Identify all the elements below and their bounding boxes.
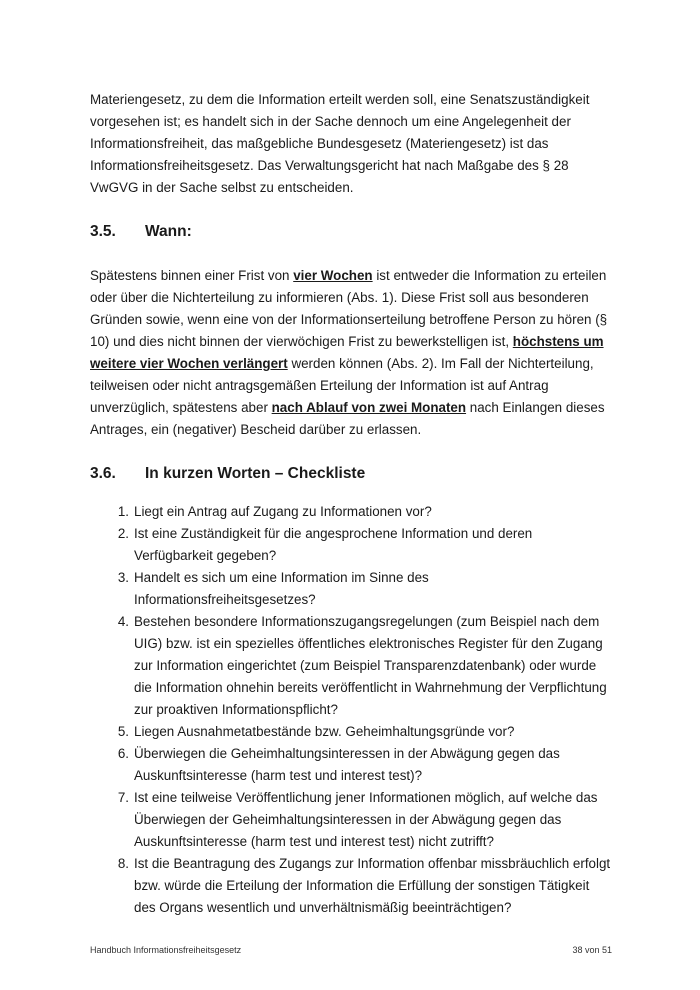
section-heading-3-5 [90, 223, 612, 241]
text-run: ist entweder die Information zu erteilen oder über die Nichterteilung zu informieren (Abs. 1). Diese Frist soll aus besonderen Gründen sowie, wenn eine von der Informationserteilung betroffene Person zu hören (§ 10) und dies nicht binnen der vierwöchigen Frist zu bewerkstelligen ist, [90, 268, 608, 349]
list-item [90, 743, 612, 787]
page-content [90, 89, 612, 919]
list-text: Überwiegen die Geheimhaltungsinteressen in der Abwägung gegen das Auskunftsinteresse (harm test und interest test)? [134, 746, 560, 783]
page-footer [90, 945, 612, 955]
list-item [90, 501, 612, 523]
footer-document-title: Handbuch Informationsfreiheitsgesetz [90, 945, 242, 955]
text-run: werden können (Abs. 2). Im Fall der Nichterteilung, teilweisen oder nicht antragsgemäßen Erteilung der Information ist auf Antrag unverzüglich, spätestens aber [90, 356, 594, 415]
checklist [90, 501, 612, 919]
section-number: 3.6. [90, 465, 116, 482]
section-number: 3.5. [90, 223, 116, 240]
list-number: 1. [117, 504, 129, 519]
list-number: 2. [117, 526, 129, 541]
list-number: 8. [117, 856, 129, 871]
emphasis-zwei-monate: nach Ablauf von zwei Monaten [271, 400, 467, 415]
section-heading-3-6 [90, 465, 612, 483]
list-item [90, 523, 612, 567]
list-item [90, 611, 612, 721]
emphasis-verlaengerung: höchstens um weitere vier Wochen verlängert [90, 334, 604, 371]
list-text: Ist eine teilweise Veröffentlichung jener Informationen möglich, auf welche das Überwiegen der Geheimhaltungsinteressen in der Abwägung gegen das Auskunftsinteresse (harm test und interest test) nicht zutrifft? [134, 790, 598, 849]
paragraph-fristen [90, 265, 612, 441]
list-number: 7. [117, 790, 129, 805]
list-item [90, 853, 612, 919]
footer-page-number: 38 von 51 [572, 945, 612, 955]
list-number: 4. [117, 614, 129, 629]
list-text: Ist die Beantragung des Zugangs zur Information offenbar missbräuchlich erfolgt bzw. würde die Erteilung der Information die Erfüllung der sonstigen Tätigkeit des Organs wesentlich und unverhältnismäßig beeinträchtigen? [134, 856, 611, 915]
list-text: Handelt es sich um eine Information im Sinne des Informationsfreiheitsgesetzes? [134, 570, 429, 607]
list-number: 3. [117, 570, 129, 585]
section-title: Wann: [145, 223, 192, 240]
list-text: Liegen Ausnahmetatbestände bzw. Geheimhaltungsgründe vor? [134, 724, 515, 739]
list-item [90, 721, 612, 743]
emphasis-vier-wochen: vier Wochen [293, 268, 373, 283]
text-run: nach Einlangen dieses Antrages, ein (negativer) Bescheid darüber zu erlassen. [90, 400, 605, 437]
list-item [90, 567, 612, 611]
list-number: 6. [117, 746, 129, 761]
section-title: In kurzen Worten – Checkliste [145, 465, 366, 482]
list-text: Bestehen besondere Informationszugangsregelungen (zum Beispiel nach dem UIG) bzw. ist ein spezielles öffentliches elektronisches Register für den Zugang zur Information eingerichtet (zum Beispiel Transparenzdatenbank) oder wurde die Information ohnehin bereits veröffentlicht in Wahrnehmung der Verpflichtung zur proaktiven Informationspflicht? [134, 614, 607, 717]
list-text: Liegt ein Antrag auf Zugang zu Informationen vor? [134, 504, 432, 519]
list-item [90, 787, 612, 853]
list-number: 5. [117, 724, 129, 739]
text-run: Spätestens binnen einer Frist von [90, 268, 294, 283]
paragraph-materiengesetz: Materiengesetz, zu dem die Information erteilt werden soll, eine Senatszuständigkeit vorgesehen ist; es handelt sich in der Sache dennoch um eine Angelegenheit der Informationsfreiheit, das maßgebliche Bundesgesetz (Materiengesetz) ist das Informationsfreiheitsgesetz. Das Verwaltungsgericht hat nach Maßgabe des § 28 VwGVG in der Sache selbst zu entscheiden. [90, 92, 590, 195]
list-text: Ist eine Zuständigkeit für die angesprochene Information und deren Verfügbarkeit gegeben? [134, 526, 533, 563]
